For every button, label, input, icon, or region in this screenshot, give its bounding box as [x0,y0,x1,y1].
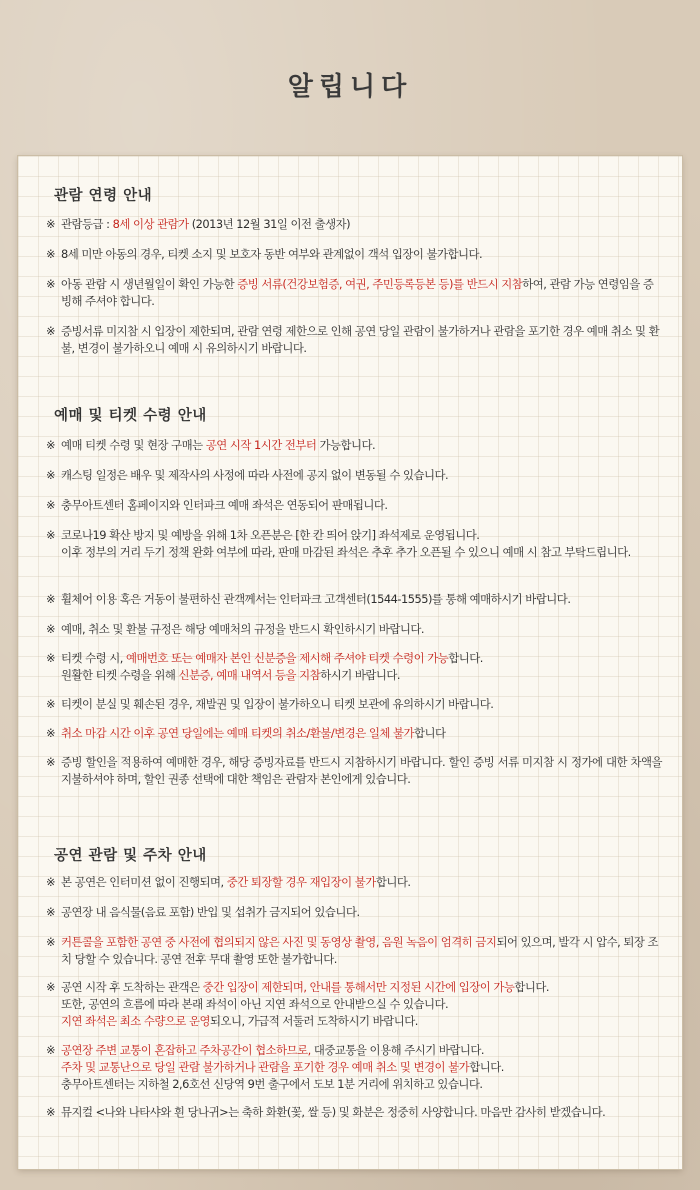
highlight-text: 지연 좌석은 최소 수량으로 운영 [61,1014,211,1028]
reference-mark: ※ [46,697,56,711]
list-item [46,276,662,310]
list-item [46,1042,662,1093]
highlight-text: 중간 입장이 제한되며, 안내를 통해서만 지정된 시간에 입장이 가능 [202,980,515,994]
body-text: 아동 관람 시 생년월일이 확인 가능한 [61,277,238,291]
body-text: 캐스팅 일정은 배우 및 제작사의 사정에 따라 사전에 공지 없이 변동될 수 있습니다. [61,468,449,482]
list-item [46,979,662,1030]
body-text: 하시기 바랍니다. [320,668,400,682]
body-text: 원활한 티켓 수령을 위해 [61,668,179,682]
list-item [46,934,662,968]
highlight-text: 취소 마감 시간 이후 공연 당일에는 예매 티켓의 취소/환불/변경은 일체 불가 [61,726,414,740]
reference-mark: ※ [46,875,56,889]
reference-mark: ※ [46,980,56,994]
highlight-text: 예매번호 또는 예매자 본인 신분증을 제시해 주셔야 티켓 수령이 가능 [126,651,449,665]
body-text: 대중교통을 이용해 주시기 바랍니다. [313,1043,484,1057]
body-text: 합니다. [448,651,483,665]
notice-card [18,156,682,1169]
body-text: 되오니, 가급적 서둘러 도착하시기 바랍니다. [210,1014,418,1028]
reference-mark: ※ [46,217,56,231]
body-text: 예매, 취소 및 환불 규정은 해당 예매처의 규정을 반드시 확인하시기 바랍니다. [61,622,425,636]
body-text: (2013년 12월 31일 이전 출생자) [188,217,351,231]
body-text: 코로나19 확산 방지 및 예방을 위해 1차 오픈분은 [한 칸 띄어 앉기] 좌석제로 운영됩니다. [61,528,480,542]
list-item [46,467,662,484]
reference-mark: ※ [46,324,56,338]
highlight-text: 공연 시작 1시간 전부터 [205,438,317,452]
section-title-age: 관람 연령 안내 [54,187,153,204]
reference-mark: ※ [46,592,56,606]
section-title-viewing: 공연 관람 및 주차 안내 [54,847,207,864]
body-text: 8세 미만 아동의 경우, 티켓 소지 및 보호자 동반 여부와 관계없이 객석 입장이 불가합니다. [61,247,483,261]
list-item [46,216,662,233]
body-text: 합니다 [414,726,446,740]
body-text: 공연 시작 후 도착하는 관객은 [61,980,203,994]
body-text: 관람등급 : [61,217,113,231]
body-text: 휠체어 이용 혹은 거동이 불편하신 관객께서는 인터파크 고객센터(1544-1555)를 통해 예매하시기 바랍니다. [61,592,571,606]
reference-mark: ※ [46,468,56,482]
section-title-ticket: 예매 및 티켓 수령 안내 [54,407,207,424]
body-text: 이후 정부의 거리 두기 정책 완화 여부에 따라, 판매 마감된 좌석은 추후 추가 오픈될 수 있으니 예매 시 참고 부탁드립니다. [61,545,631,559]
body-text: 가능합니다. [316,438,376,452]
list-item [46,527,662,561]
list-item [46,725,662,742]
reference-mark: ※ [46,498,56,512]
list-item [46,904,662,921]
highlight-text: 공연장 주변 교통이 혼잡하고 주차공간이 협소하므로, [61,1043,314,1057]
body-text: 충무아트센터 홈페이지와 인터파크 예매 좌석은 연동되어 판매됩니다. [61,498,388,512]
reference-mark: ※ [46,905,56,919]
body-text: 증빙 할인을 적용하여 예매한 경우, 해당 증빙자료를 반드시 지참하시기 바랍니다. 할인 증빙 서류 미지참 시 정가에 대한 차액을 지불하셔야 하며, 할인 권종 선택에 대한 책임은 관람자 본인에게 있습니다. [61,755,662,786]
body-text: 하여, 관람 가능 연령임을 증빙해 주셔야 합니다. [61,277,654,308]
reference-mark: ※ [46,726,56,740]
highlight-text: 커튼콜을 포함한 공연 중 사전에 협의되지 않은 사진 및 동영상 촬영, 음원 녹음이 엄격히 금지 [61,935,497,949]
highlight-text: 주차 및 교통난으로 당일 관람 불가하거나 관람을 포기한 경우 예매 취소 및 변경이 불가 [61,1060,470,1074]
list-item [46,650,662,684]
body-text: 예매 티켓 수령 및 현장 구매는 [61,438,206,452]
list-item [46,437,662,454]
reference-mark: ※ [46,1043,56,1057]
list-item [46,591,662,608]
highlight-text: 신분증, 예매 내역서 등을 지참 [178,668,321,682]
list-item [46,246,662,263]
reference-mark: ※ [46,277,56,291]
highlight-text: 증빙 서류(건강보험증, 여권, 주민등록등본 등)를 반드시 지참 [237,277,523,291]
body-text: 합니다. [375,875,411,889]
list-item [46,323,662,357]
body-text: 또한, 공연의 흐름에 따라 본래 좌석이 아닌 지연 좌석으로 안내받으실 수 있습니다. [61,997,449,1011]
body-text: 본 공연은 인터미션 없이 진행되며, [61,875,227,889]
reference-mark: ※ [46,247,56,261]
reference-mark: ※ [46,438,56,452]
body-text: 되어 있으며, 발각 시 압수, 퇴장 조치 당할 수 있습니다. 공연 전후 무대 촬영 또한 불가합니다. [61,935,658,966]
list-item [46,696,662,713]
body-text: 티켓 수령 시, [61,651,127,665]
body-text: 뮤지컬 <나와 나타샤와 흰 당나귀>는 축하 화환(꽃, 쌀 등) 및 화분은 정중히 사양합니다. 마음만 감사히 받겠습니다. [61,1105,606,1119]
body-text: 증빙서류 미지참 시 입장이 제한되며, 관람 연령 제한으로 인해 공연 당일 관람이 불가하거나 관람을 포기한 경우 예매 취소 및 환불, 변경이 불가하오니 예매 시 유의하시기 바랍니다. [61,324,660,355]
list-item [46,874,662,891]
list-item [46,497,662,514]
reference-mark: ※ [46,622,56,636]
body-text: 공연장 내 음식물(음료 포함) 반입 및 섭취가 금지되어 있습니다. [61,905,360,919]
reference-mark: ※ [46,1105,56,1119]
reference-mark: ※ [46,528,56,542]
list-item [46,621,662,638]
reference-mark: ※ [46,651,56,665]
highlight-text: 중간 퇴장할 경우 재입장이 불가 [226,875,376,889]
reference-mark: ※ [46,935,56,949]
page-title: 알립니다 [287,72,413,102]
body-text: 합니다. [514,980,549,994]
body-text: 충무아트센터는 지하철 2,6호선 신당역 9번 출구에서 도보 1분 거리에 위치하고 있습니다. [61,1077,483,1091]
list-item [46,1104,662,1121]
body-text: 티켓이 분실 및 훼손된 경우, 재발권 및 입장이 불가하오니 티켓 보관에 유의하시기 바랍니다. [61,697,494,711]
highlight-text: 8세 이상 관람가 [112,217,189,231]
reference-mark: ※ [46,755,56,769]
body-text: 합니다. [469,1060,504,1074]
list-item [46,754,662,788]
